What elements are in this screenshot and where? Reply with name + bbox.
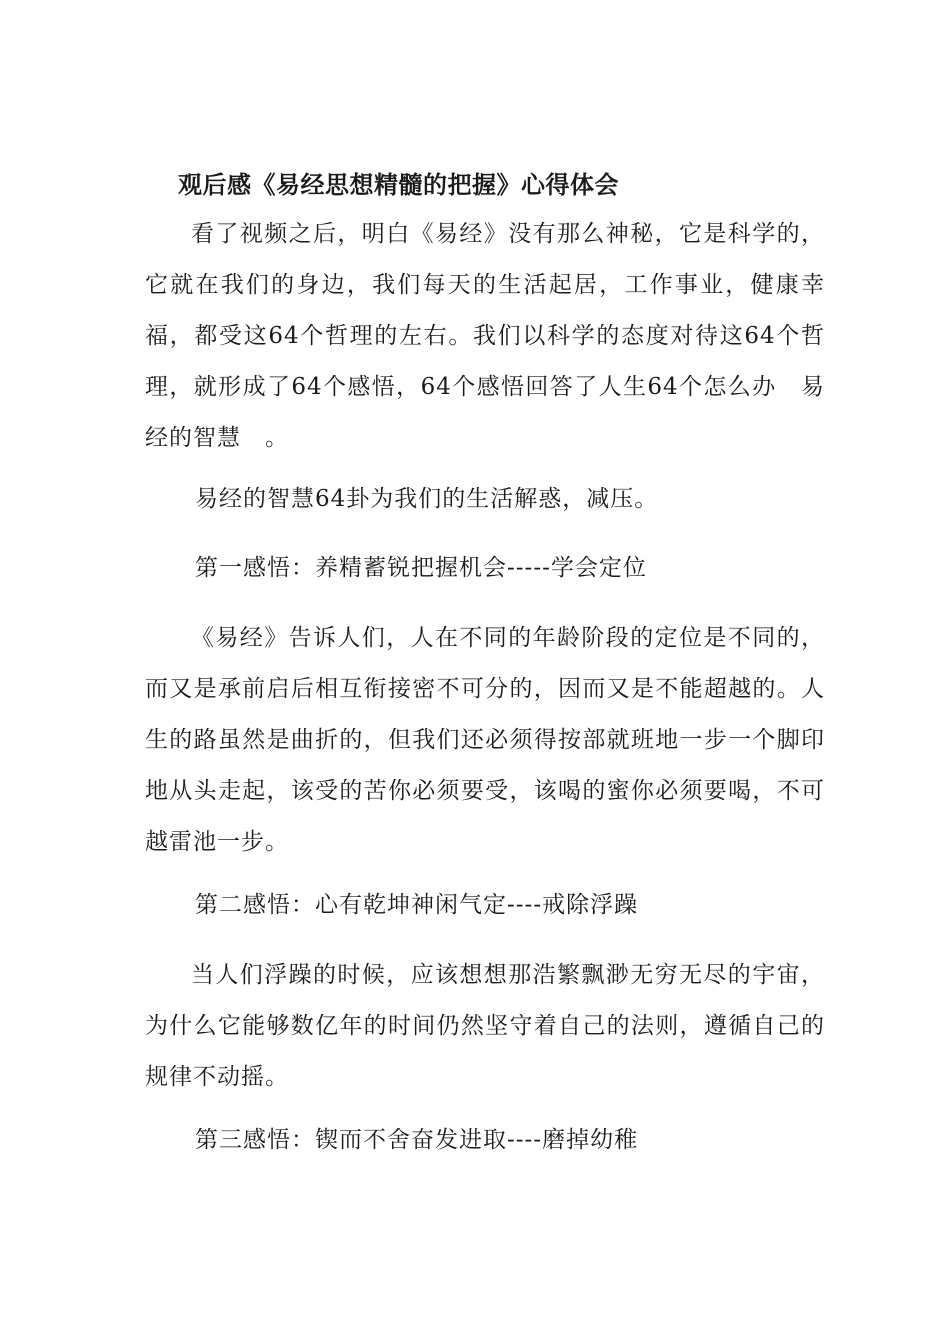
document-title: 观后感《易经思想精髓的把握》心得体会	[178, 170, 619, 199]
summary-line: 易经的智慧64卦为我们的生活解惑，减压。	[195, 486, 659, 512]
insight-1-body: 《易经》告诉人们，人在不同的年龄阶段的定位是不同的，而又是承前启后相互衔接密不可分的，因而又是不能超越的。人生的路虽然是曲折的，但我们还必须得按部就班地一步一个脚印地从头走起，该受的苦你必须要受，该喝的蜜你必须要喝，不可越雷池一步。	[145, 625, 825, 855]
insight-2-body: 当人们浮躁的时候，应该想想那浩繁飘渺无穷无尽的宇宙，为什么它能够数亿年的时间仍然坚守着自己的法则，遵循自己的规律不动摇。	[145, 962, 825, 1090]
insight-2-heading: 第二感悟：心有乾坤神闲气定----戒除浮躁	[195, 892, 639, 918]
insight-3-heading: 第三感悟：锲而不舍奋发进取----磨掉幼稚	[195, 1127, 639, 1153]
insight-1-heading: 第一感悟：养精蓄锐把握机会-----学会定位	[195, 555, 647, 581]
intro-paragraph: 看了视频之后，明白《易经》没有那么神秘，它是科学的，它就在我们的身边，我们每天的生活起居，工作事业，健康幸福，都受这64个哲理的左右。我们以科学的态度对待这64个哲理，就形成了64个感悟，64个感悟回答了人生64个怎么办 易经的智慧 。	[145, 221, 825, 451]
